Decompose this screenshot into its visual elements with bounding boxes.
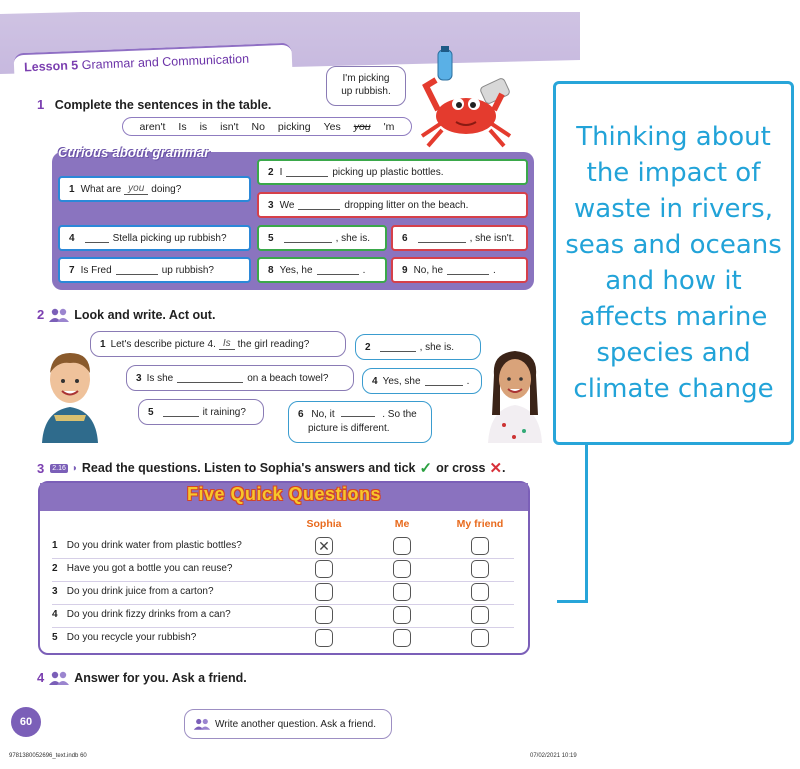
row-divider: [52, 558, 514, 559]
bubble-number: 1: [100, 338, 106, 350]
tick-icon: ✓: [419, 460, 433, 477]
handwritten-answer: Is: [219, 338, 235, 350]
answer-checkbox-sophia[interactable]: [315, 606, 333, 624]
section-number: 1: [37, 97, 45, 112]
girl-illustration: [484, 345, 546, 443]
bubble-text: No, it: [311, 409, 335, 420]
word-bank: [122, 117, 412, 136]
answer-checkbox-sophia[interactable]: ✕: [315, 537, 333, 555]
bubble-text: . So the: [382, 409, 417, 420]
speech-bubble-4: [362, 368, 482, 394]
answer-checkbox-friend[interactable]: [471, 583, 489, 601]
answer-checkbox-me[interactable]: [393, 629, 411, 647]
question-row: [52, 563, 292, 574]
speech-bubble-1: [90, 331, 346, 357]
file-info: 9781380052696_text.indb 60: [9, 753, 87, 759]
answer-blank[interactable]: [425, 377, 463, 386]
audio-icon[interactable]: ◗: [71, 462, 78, 474]
speech-bubble-6: [288, 401, 432, 443]
cell-text: up rubbish?: [161, 264, 214, 276]
question-text: Do you drink water from plastic bottles?: [66, 540, 242, 551]
callout-line: [557, 600, 588, 603]
cell-text: picking up plastic bottles.: [332, 166, 444, 178]
question-number: 5: [52, 632, 58, 643]
answer-blank[interactable]: [317, 266, 359, 275]
word-bank-item: No: [251, 120, 265, 133]
section-1-heading: [37, 96, 271, 114]
bubble-text: it raining?: [202, 406, 246, 418]
column-header-my-friend: My friend: [456, 518, 504, 530]
speech-bubble-3: [126, 365, 354, 391]
question-row: [52, 609, 292, 620]
section-number: 2: [37, 307, 45, 322]
question-number: 4: [52, 609, 58, 620]
bubble-text: the girl reading?: [237, 338, 310, 350]
handwritten-answer: you: [124, 183, 148, 195]
lesson-subtitle: Grammar and Communication: [81, 51, 250, 73]
row-divider: [52, 627, 514, 628]
cell-text: , she isn't.: [469, 232, 515, 244]
bubble-number: 3: [136, 372, 142, 384]
cell-number: 8: [268, 264, 274, 276]
speech-bubble-5: [138, 399, 264, 425]
cell-text: Yes, he: [279, 264, 313, 276]
answer-checkbox-sophia[interactable]: [315, 583, 333, 601]
cell-text: , she is.: [335, 232, 371, 244]
section-3-heading: [37, 459, 506, 477]
cell-number: 9: [402, 264, 408, 276]
question-text: Do you drink fizzy drinks from a can?: [66, 609, 231, 620]
answer-checkbox-friend[interactable]: [471, 606, 489, 624]
cell-text: doing?: [151, 183, 182, 195]
cell-text: dropping litter on the beach.: [344, 199, 469, 211]
speech-bubble-2: [355, 334, 481, 360]
speech-line: I'm picking: [342, 73, 390, 84]
answer-blank[interactable]: [284, 234, 332, 243]
word-bank-item: Is: [178, 120, 187, 133]
cell-text: Stella picking up rubbish?: [112, 232, 227, 244]
audio-track-badge[interactable]: 2.16: [52, 464, 66, 472]
answer-checkbox-sophia[interactable]: [315, 560, 333, 578]
grammar-cell-1: [58, 176, 251, 202]
answer-checkbox-sophia[interactable]: [315, 629, 333, 647]
answer-blank[interactable]: [298, 201, 340, 210]
answer-checkbox-me[interactable]: [393, 537, 411, 555]
question-row: [52, 632, 292, 643]
section-4-heading: [37, 670, 247, 685]
answer-blank[interactable]: [341, 408, 375, 417]
grammar-cell-4: [58, 225, 251, 251]
answer-checkbox-friend[interactable]: [471, 560, 489, 578]
bubble-text: picture is different.: [308, 423, 390, 434]
cell-text: We: [279, 199, 295, 211]
tip-text: Write another question. Ask a friend.: [215, 718, 377, 730]
speech-line: up rubbish.: [341, 86, 391, 97]
question-number: 1: [52, 540, 58, 551]
bubble-number: 5: [148, 406, 154, 418]
answer-blank[interactable]: [286, 168, 328, 177]
answer-blank[interactable]: [380, 343, 416, 352]
cell-number: 2: [268, 166, 274, 178]
page-number: 60: [11, 707, 41, 737]
grammar-cell-9: [391, 257, 528, 283]
pair-work-icon: [48, 671, 70, 685]
section-number: 4: [37, 670, 45, 685]
cell-text: What are: [80, 183, 122, 195]
extension-tip: [184, 709, 392, 739]
section-2-heading: [37, 307, 215, 322]
quiz-title: Five Quick Questions: [186, 484, 382, 504]
cell-number: 6: [402, 232, 408, 244]
answer-checkbox-me[interactable]: [393, 606, 411, 624]
answer-checkbox-me[interactable]: [393, 583, 411, 601]
bubble-text: Yes, she: [382, 375, 421, 387]
answer-blank[interactable]: [418, 234, 466, 243]
callout-line: [585, 445, 588, 603]
cell-text: I: [279, 166, 283, 178]
pair-work-icon: [193, 718, 211, 730]
word-bank-item: Yes: [323, 120, 341, 133]
section-instruction: Look and write. Act out.: [74, 307, 216, 322]
cell-text: .: [362, 264, 366, 276]
answer-checkbox-me[interactable]: [393, 560, 411, 578]
answer-blank[interactable]: [447, 266, 489, 275]
cell-number: 1: [69, 183, 75, 195]
grammar-cell-8: [257, 257, 387, 283]
cross-icon: ✕: [489, 460, 503, 477]
section-instruction: Answer for you. Ask a friend.: [74, 670, 247, 685]
cell-number: 5: [268, 232, 274, 244]
annotation-text: Thinking about the impact of waste in rivers, seas and oceans and how it affects marine species and climate change: [565, 122, 782, 404]
print-timestamp: 07/02/2021 10:19: [530, 753, 577, 759]
bubble-text: on a beach towel?: [247, 372, 329, 384]
section-number: 3: [37, 460, 45, 476]
question-number: 2: [52, 563, 58, 574]
bubble-text: Let's describe picture 4.: [110, 338, 216, 350]
question-row: [52, 540, 292, 551]
question-text: Do you recycle your rubbish?: [66, 632, 197, 643]
word-bank-item: aren't: [139, 120, 166, 133]
question-text: Do you drink juice from a carton?: [66, 586, 214, 597]
word-bank-item: 'm: [383, 120, 395, 133]
answer-blank[interactable]: [163, 408, 199, 417]
grammar-cell-5: [257, 225, 387, 251]
word-bank-item-used: you: [353, 120, 371, 133]
answer-checkbox-friend[interactable]: [471, 537, 489, 555]
cell-text: No, he: [413, 264, 444, 276]
bubble-text: Is she: [146, 372, 174, 384]
bubble-text: , she is.: [419, 341, 455, 353]
bubble-number: 4: [372, 375, 378, 387]
section-instruction: Complete the sentences in the table.: [54, 98, 272, 112]
crab-speech-bubble: [326, 66, 406, 106]
lesson-number: Lesson 5: [23, 58, 79, 75]
grammar-cell-2: [257, 159, 528, 185]
question-text: Have you got a bottle you can reuse?: [66, 563, 233, 574]
instruction-period: .: [502, 461, 506, 475]
pair-work-icon: [48, 308, 70, 322]
answer-checkbox-friend[interactable]: [471, 629, 489, 647]
cell-text: .: [493, 264, 496, 276]
cell-number: 3: [268, 199, 274, 211]
boy-illustration: [38, 345, 102, 443]
bubble-number: 2: [365, 341, 371, 353]
bubble-text: .: [466, 375, 470, 387]
column-header-me: Me: [394, 518, 410, 530]
question-number: 3: [52, 586, 58, 597]
grammar-cell-6: [391, 225, 528, 251]
section-instruction: Read the questions. Listen to Sophia's answers and tick: [81, 461, 416, 475]
question-row: [52, 586, 292, 597]
grammar-title: Curious about grammar: [58, 145, 210, 160]
bubble-number: 6: [298, 409, 304, 420]
column-header-sophia: Sophia: [306, 518, 342, 530]
answer-blank[interactable]: [116, 266, 158, 275]
grammar-cell-7: [58, 257, 251, 283]
answer-blank[interactable]: [177, 374, 243, 383]
annotation-box: [553, 81, 794, 445]
answer-blank[interactable]: [85, 234, 109, 243]
cell-number: 7: [69, 264, 75, 276]
row-divider: [52, 581, 514, 582]
word-bank-item: picking: [277, 120, 311, 133]
row-divider: [52, 604, 514, 605]
crab-illustration: [412, 46, 524, 150]
word-bank-item: is: [199, 120, 208, 133]
grammar-cell-3: [257, 192, 528, 218]
cell-text: Is Fred: [80, 264, 112, 276]
section-instruction: or cross: [436, 461, 486, 475]
word-bank-item: isn't: [220, 120, 239, 133]
cell-number: 4: [69, 232, 75, 244]
